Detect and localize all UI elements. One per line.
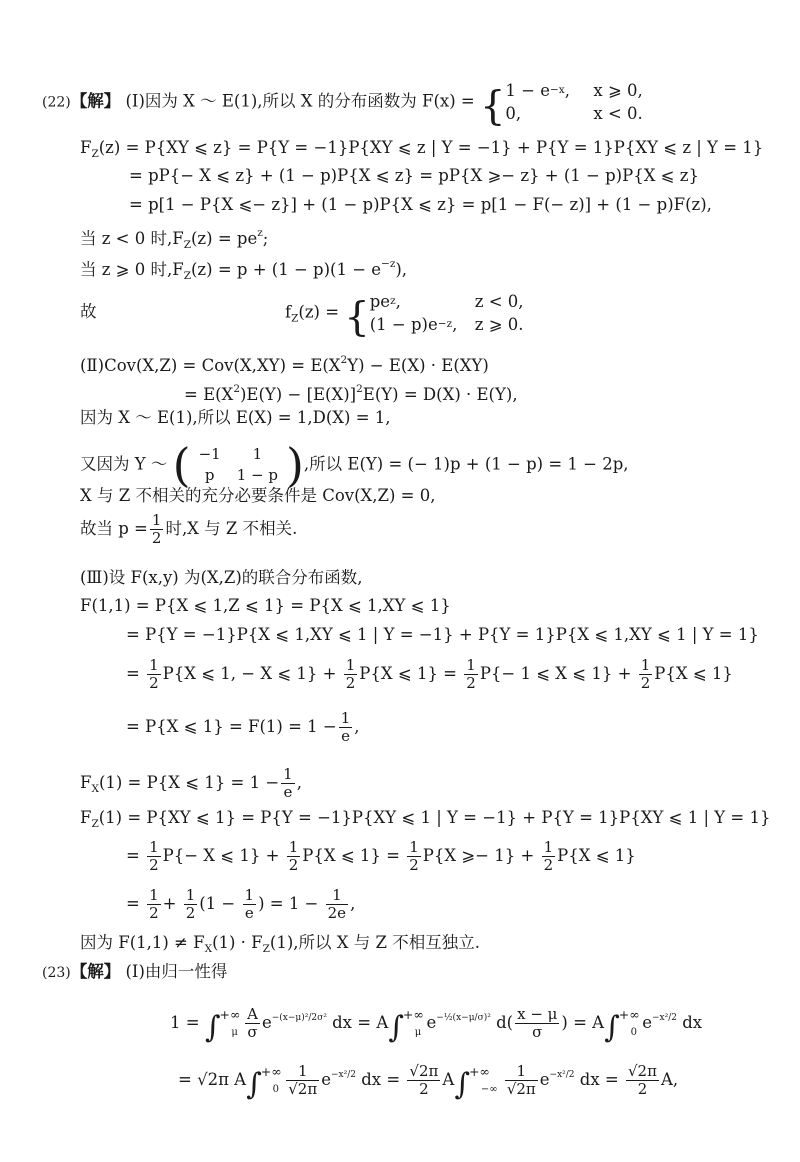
den: √2π [506, 1080, 536, 1098]
den: 2 [637, 1080, 648, 1098]
text: (z) = p + (1 − p)(1 − e [191, 260, 382, 279]
integral-icon: ∫ [246, 1067, 262, 1102]
F: F [80, 138, 92, 157]
upper: +∞ [618, 1007, 640, 1022]
piecewise-f [370, 290, 524, 336]
derivation-line-2 [80, 136, 763, 166]
fraction-sqrt2pi-over-2 [407, 1063, 440, 1098]
t: 因为 F(1,1) ≠ F [80, 933, 205, 952]
fraction-standardize [515, 1006, 559, 1041]
den: σ [247, 1023, 258, 1041]
fraction-half [184, 887, 198, 922]
text: X 与 Z 不相关的充分必要条件是 Cov(X,Z) = 0, [80, 486, 436, 505]
normalization-line-2 [178, 1060, 678, 1102]
case-1-exp: −x [550, 84, 565, 96]
fraction-1-over-e [281, 766, 295, 801]
t: F [80, 773, 92, 792]
integral-icon: ∫ [604, 1010, 620, 1045]
e: e [426, 1013, 437, 1032]
derivation-line-6 [80, 252, 407, 288]
distribution-matrix [172, 438, 304, 492]
text: = p[1 − P{X ⩽− z}] + (1 − p)P{X ⩽ z} = p[1 − F(− z)] + (1 − p)F(z), [129, 195, 712, 214]
num: 1 [288, 838, 299, 856]
num: 1 [326, 887, 348, 905]
part-3-line-4 [126, 657, 733, 692]
num: 1 [151, 511, 162, 529]
t: d( [496, 1013, 514, 1032]
num: 1 [345, 656, 356, 674]
sub: Z [91, 818, 99, 830]
text: = E(X [184, 385, 234, 404]
exp: −z [381, 258, 396, 270]
exp: −x²/2 [330, 1070, 356, 1080]
part-3-conclusion [80, 931, 480, 961]
text: 故 [80, 302, 97, 321]
num: 1 [185, 886, 196, 904]
text: (z) = P{XY ⩽ z} = P{Y = −1}P{XY ⩽ z | Y = −1} + P{Y = 1}P{XY ⩽ z | Y = 1} [98, 138, 764, 157]
fraction-1-over-e [339, 710, 353, 745]
dx: dx [332, 1013, 352, 1032]
part-3-line-8 [126, 839, 636, 874]
den: e [341, 727, 350, 745]
text: (Ⅰ)由归一性得 [125, 962, 228, 981]
sub: Z [91, 148, 99, 160]
text: (z) = [298, 302, 340, 322]
t: P{X ⩽ 1} = [359, 664, 458, 683]
part-2-line-5 [80, 484, 435, 508]
exp: −(x−μ)²/2σ² [271, 1013, 327, 1023]
integral-icon: ∫ [204, 1010, 221, 1045]
exp: −z [437, 318, 453, 330]
part-2-line-6 [80, 512, 297, 547]
num: √2π [409, 1062, 439, 1080]
den: 2e [327, 904, 347, 922]
case-1-cond: x ⩾ 0, [593, 81, 643, 100]
left-brace-icon: { [479, 83, 506, 130]
case-1: 1 − e [505, 81, 550, 100]
text: F(1,1) = P{X ⩽ 1,Z ⩽ 1} = P{X ⩽ 1,XY ⩽ 1} [80, 596, 451, 615]
text: 当 z < 0 时,F [80, 229, 184, 248]
num: x − μ [517, 1005, 558, 1023]
density-line [80, 300, 97, 324]
case-2-cond: x < 0. [593, 104, 643, 123]
piecewise-F: 1 − e −x , x ⩾ 0, 0, x < 0. [505, 81, 643, 123]
fraction-sqrt2pi-over-2 [626, 1063, 659, 1098]
matrix-table [191, 444, 286, 486]
exp: z [257, 227, 263, 239]
t: (1) · F [212, 933, 263, 952]
t: = √2π A [178, 1070, 247, 1089]
t: dx = [579, 1070, 619, 1089]
fraction-half [407, 839, 421, 874]
exp: −x²/2 [549, 1070, 575, 1080]
exp: z [390, 295, 396, 307]
exp: −x²/2 [652, 1013, 677, 1023]
c1: pe [369, 292, 391, 311]
den: 2 [409, 856, 419, 874]
comma: , [452, 315, 458, 334]
den: 2 [149, 904, 159, 922]
text: = pP{− X ⩽ z} + (1 − p)P{X ⩽ z} = pP{X ⩾− z} + (1 − p)P{X ⩽ z} [129, 166, 699, 185]
integral-icon: ∫ [388, 1010, 404, 1045]
exp: 2 [340, 354, 348, 366]
sub: Z [291, 312, 299, 325]
t: = A [573, 1013, 605, 1032]
left-paren-icon: ( [172, 438, 191, 492]
t: P{X ⩽ 1} = [302, 846, 400, 865]
lower: μ [414, 1027, 422, 1038]
num: 1 [409, 838, 419, 856]
num: 1 [149, 838, 159, 856]
t: = [126, 664, 140, 683]
cond: z ⩾ 0. [474, 315, 524, 334]
m21: p [204, 466, 215, 484]
fraction-half [150, 512, 164, 547]
integral-icon: ∫ [454, 1067, 470, 1102]
t: P{X ⩽ 1, − X ⩽ 1} + [162, 664, 337, 683]
den: σ [532, 1023, 543, 1041]
text: 又因为 Y ～ [80, 454, 168, 474]
fraction-half [147, 839, 161, 874]
part-1-intro: (Ⅰ)因为 X ～ E(1),所以 X 的分布函数为 F(x) = [125, 91, 475, 111]
t: = [126, 846, 140, 865]
text: )E(Y) − [E(X)] [240, 385, 357, 404]
part-3-line-1 [80, 566, 363, 590]
fraction-1-over-2e [326, 887, 348, 922]
t: , [296, 773, 302, 792]
part-2-line-4 [80, 438, 629, 492]
num: 1 [466, 656, 476, 674]
cond: z < 0, [474, 292, 524, 311]
problem-22-line-1 [42, 79, 643, 130]
den: e [283, 783, 293, 801]
t: = P{X ⩽ 1} = F(1) = 1 − [126, 717, 337, 736]
t: ) = 1 − [258, 894, 319, 913]
t: P{X ⩽ 1} [654, 664, 733, 683]
t: ) [561, 1013, 568, 1032]
fraction-1-over-sqrt2pi [286, 1063, 319, 1098]
exp: 2 [233, 383, 240, 395]
den: 2 [149, 856, 159, 874]
t: + [162, 894, 177, 913]
text: = P{Y = −1}P{X ⩽ 1,XY ⩽ 1 | Y = −1} + P{Y = 1}P{X ⩽ 1,XY ⩽ 1 | Y = 1} [126, 625, 759, 644]
num: 1 [340, 709, 351, 727]
t: P{− X ⩽ 1} + [162, 846, 280, 865]
part-2-line-2 [184, 377, 518, 407]
lower: 0 [630, 1027, 637, 1038]
num: 1 [543, 838, 554, 856]
text: 故当 p = [80, 519, 148, 538]
fraction-1-over-e [243, 887, 257, 922]
t: (1) = P{XY ⩽ 1} = P{Y = −1}P{XY ⩽ 1 | Y = −1} + P{Y = 1}P{XY ⩽ 1 | Y = 1} [98, 808, 771, 827]
solution-tag: 【解】 [70, 962, 121, 981]
part-3-line-3 [126, 623, 759, 647]
e: e [539, 1070, 550, 1089]
text: ), [395, 260, 408, 279]
t: P{X ⩾− 1} + [422, 846, 535, 865]
problem-number: (23) [42, 965, 71, 981]
text: 当 z ⩾ 0 时,F [80, 260, 184, 279]
t: (1) = P{X ⩽ 1} = 1 − [98, 773, 280, 792]
num: √2π [627, 1062, 657, 1080]
sub: X [91, 783, 99, 795]
text: (Ⅲ)设 F(x,y) 为(X,Z)的联合分布函数, [80, 568, 363, 587]
num: 1 [149, 656, 159, 674]
sub: Z [262, 943, 270, 955]
den: e [244, 904, 254, 922]
lower: 0 [272, 1084, 279, 1095]
part-2-line-3 [80, 406, 391, 430]
right-paren-icon: ) [285, 438, 304, 492]
text: (z) = pe [191, 229, 258, 248]
t: (1 − [199, 894, 236, 913]
den: 2 [151, 529, 162, 547]
lower: μ [231, 1027, 238, 1038]
derivation-line-3 [129, 164, 699, 188]
text: Y) − E(X) · E(XY) [347, 356, 489, 375]
den: √2π [288, 1080, 318, 1098]
problem-number: (22) [42, 94, 71, 111]
left-brace-icon: { [344, 294, 370, 341]
solution-tag: 【解】 [70, 91, 121, 111]
den: 2 [419, 1080, 429, 1098]
t: , [354, 717, 360, 736]
upper: +∞ [402, 1007, 424, 1022]
exp: −½(x−μ/σ)² [436, 1013, 491, 1023]
den: 2 [345, 674, 356, 692]
t: (1),所以 X 与 Z 不相互独立. [269, 933, 480, 952]
t: = [126, 894, 140, 913]
num: A [247, 1005, 258, 1023]
num: 1 [283, 765, 293, 783]
m22: 1 − p [236, 466, 278, 484]
sub: X [204, 943, 213, 955]
m12: 1 [252, 445, 263, 463]
text: E(Y) = D(X) · E(Y), [362, 385, 518, 404]
part-3-line-2 [80, 594, 451, 618]
e: e [642, 1013, 653, 1032]
upper: +∞ [219, 1007, 241, 1022]
t: A, [660, 1070, 679, 1089]
comma: , [395, 292, 401, 311]
den: 2 [640, 674, 651, 692]
text: ,所以 E(Y) = (− 1)p + (1 − p) = 1 − 2p, [303, 454, 629, 474]
text: 因为 X ～ E(1),所以 E(X) = 1,D(X) = 1, [80, 408, 391, 427]
text: 时,X 与 Z 不相关. [165, 519, 298, 538]
den: 2 [543, 856, 554, 874]
t: 1 = [170, 1013, 200, 1032]
part-2-line-1 [80, 348, 489, 378]
case-2: 0, [505, 104, 522, 123]
fraction-half [344, 657, 358, 692]
lower: −∞ [480, 1084, 498, 1095]
normalization-line-1 [170, 1003, 702, 1045]
t: , [350, 894, 356, 913]
den: 2 [466, 674, 476, 692]
sub: Z [183, 239, 191, 251]
e: e [261, 1013, 272, 1032]
A: A [442, 1070, 455, 1089]
fraction-half [147, 657, 161, 692]
t: P{− 1 ⩽ X ⩽ 1} + [479, 664, 632, 683]
fraction-A-over-sigma [245, 1006, 260, 1041]
num: 1 [244, 886, 255, 904]
text: ; [262, 229, 269, 248]
part-3-line-5 [126, 710, 360, 745]
fraction-half [147, 887, 161, 922]
e: e [321, 1070, 331, 1089]
den: 2 [185, 904, 196, 922]
den: 2 [288, 856, 299, 874]
num: 1 [640, 656, 651, 674]
fraction-half [464, 657, 478, 692]
m11: −1 [198, 445, 221, 463]
num: 1 [149, 886, 159, 904]
t: = A [357, 1013, 389, 1032]
text: (Ⅱ)Cov(X,Z) = Cov(X,XY) = E(X [80, 356, 341, 375]
problem-23-line-1 [42, 960, 227, 985]
sub: Z [183, 270, 191, 282]
fraction-half [287, 839, 301, 874]
num: 1 [505, 1063, 538, 1081]
density-formula [285, 290, 524, 341]
fraction-half [639, 657, 653, 692]
upper: +∞ [260, 1064, 282, 1079]
c2: (1 − p)e [369, 315, 438, 334]
dx: dx [682, 1013, 703, 1032]
den: 2 [149, 674, 159, 692]
fraction-1-over-sqrt2pi [505, 1063, 538, 1098]
t: P{X ⩽ 1} [557, 846, 636, 865]
num: 1 [286, 1063, 319, 1081]
part-3-line-9 [126, 887, 355, 922]
upper: +∞ [468, 1064, 490, 1079]
part-3-line-7 [80, 806, 770, 836]
f: f [285, 302, 292, 322]
part-3-line-6 [80, 766, 302, 801]
fraction-half [542, 839, 556, 874]
exp: 2 [356, 383, 363, 395]
t: F [80, 808, 92, 827]
t: dx = [361, 1070, 401, 1089]
derivation-line-4 [129, 193, 712, 217]
